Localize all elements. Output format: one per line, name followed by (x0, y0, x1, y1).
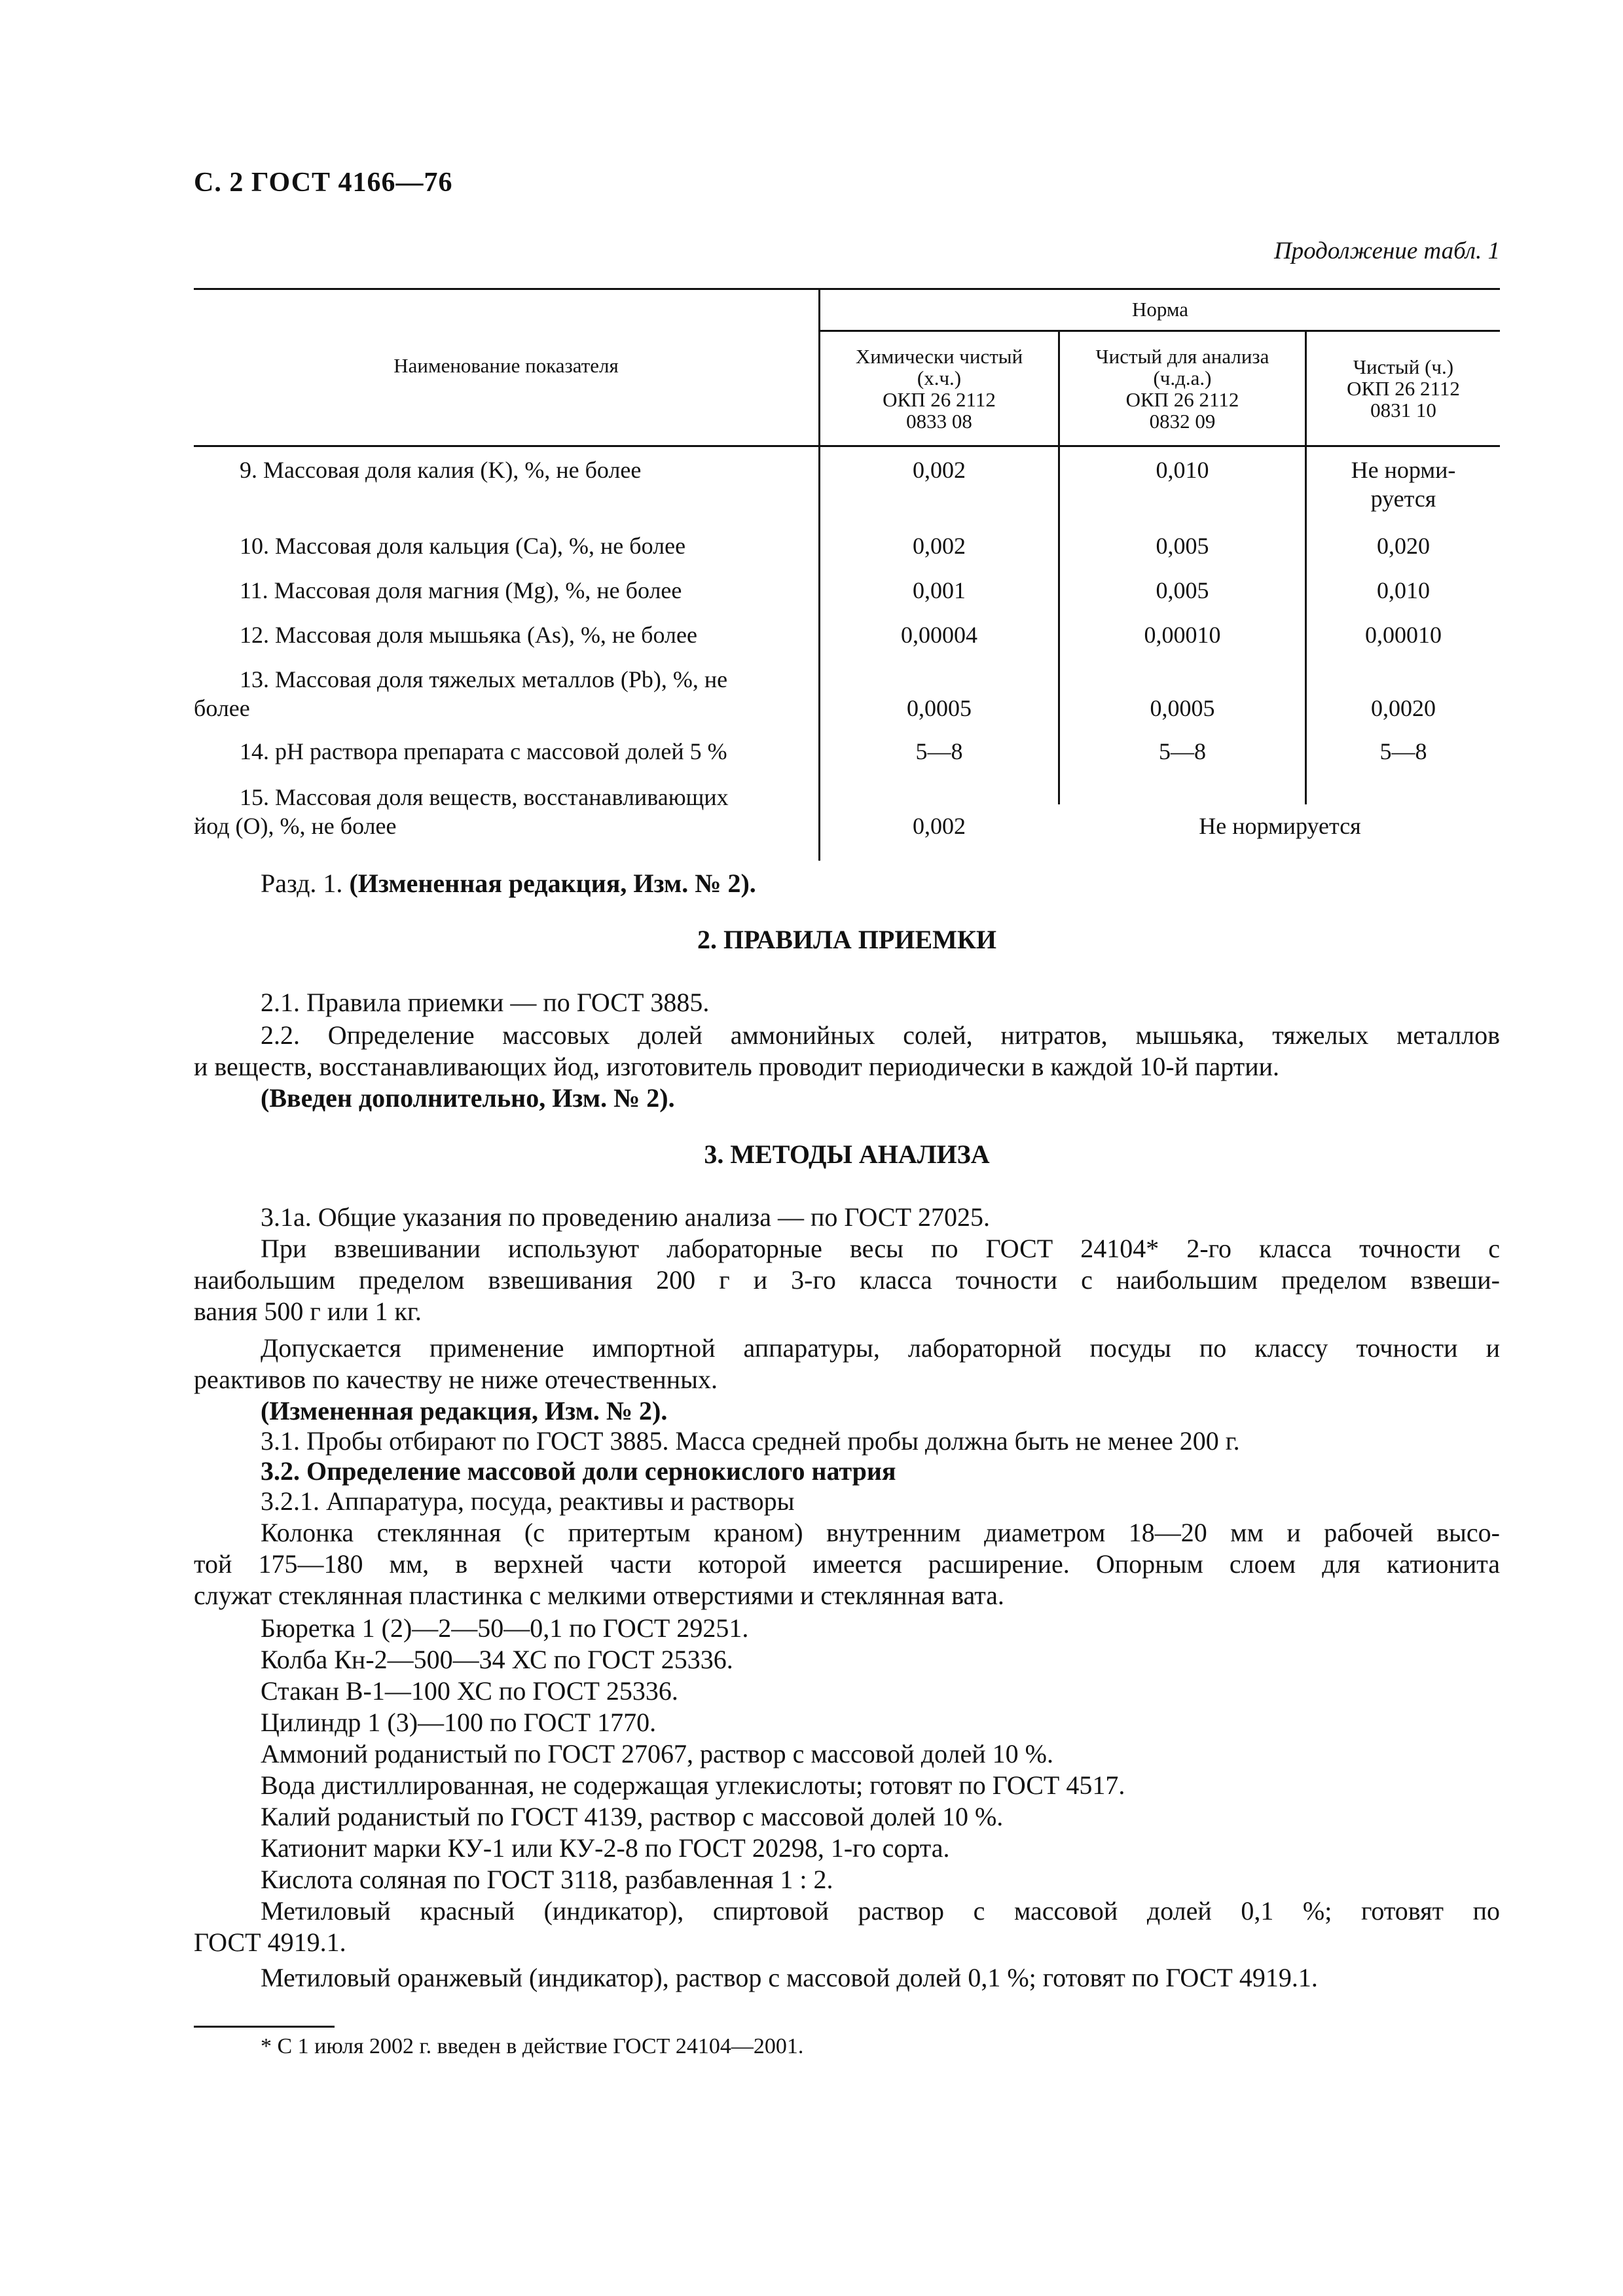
table-cell: 0,005 (1156, 533, 1209, 559)
table-row-name: 9. Массовая доля калия (K), %, не более (240, 457, 642, 483)
paragraph: При взвешивании используют лабораторные весы по ГОСТ 24104* 2-го класса точности с (261, 1234, 1500, 1263)
razd-note: Разд. 1. (Измененная редакция, Изм. № 2). (261, 869, 756, 898)
section-2-title: 2. ПРАВИЛА ПРИЕМКИ (697, 925, 996, 954)
table-cell: 0,002 (913, 533, 966, 559)
list-item: Калий роданистый по ГОСТ 4139, раствор с массовой долей 10 %. (261, 1802, 1004, 1831)
table-cell: 5—8 (915, 738, 963, 764)
paragraph: 3.1. Пробы отбирают по ГОСТ 3885. Масса средней пробы должна быть не менее 200 г. (261, 1426, 1240, 1456)
norma-group-rule (820, 330, 1500, 332)
list-item: Метиловый оранжевый (индикатор), раствор с массовой долей 0,1 %; готовят по ГОСТ 4919.1. (261, 1963, 1318, 1992)
amendment-note: (Введен дополнительно, Изм. № 2). (261, 1083, 675, 1113)
table-cell: 0,0005 (907, 695, 972, 721)
table-cell: 0,002 (913, 813, 966, 839)
header-norma: Норма (1131, 298, 1189, 321)
table-cell: 5—8 (1379, 738, 1427, 764)
footnote: * С 1 июля 2002 г. введен в действие ГОСТ 24104—2001. (261, 2034, 804, 2058)
table-cell: 0,001 (913, 577, 966, 603)
paragraph: той 175—180 мм, в верхней части которой имеется расширение. Опорным слоем для катионита (194, 1549, 1500, 1579)
header-grade-chem-pure: Химически чистый (х.ч.) ОКП 26 2112 0833 08 (855, 345, 1023, 433)
list-item-cont: ГОСТ 4919.1. (194, 1928, 346, 1957)
paragraph: Колонка стеклянная (с притертым краном) внутренним диаметром 18—20 мм и рабочей высо- (261, 1518, 1500, 1547)
table-row-name-cont: более (194, 695, 250, 721)
table-cell-merged: Не нормируется (1199, 813, 1361, 839)
list-item: Стакан В-1—100 ХС по ГОСТ 25336. (261, 1676, 678, 1706)
list-item: Катионит марки КУ-1 или КУ-2-8 по ГОСТ 20298, 1-го сорта. (261, 1833, 950, 1863)
table-cell: 0,00010 (1365, 622, 1442, 648)
table-cell: 0,005 (1156, 577, 1209, 603)
header-grade-pure: Чистый (ч.) ОКП 26 2112 0831 10 (1347, 355, 1460, 422)
table-cell: 5—8 (1159, 738, 1206, 764)
amendment-note: (Измененная редакция, Изм. № 2). (261, 1396, 668, 1426)
paragraph: наибольшим пределом взвешивания 200 г и 3-го класса точности с наибольшим пределом взвеши- (194, 1265, 1500, 1295)
paragraph: 3.1а. Общие указания по проведению анализа — по ГОСТ 27025. (261, 1202, 991, 1232)
table-row-name: 13. Массовая доля тяжелых металлов (Pb), %, не (240, 666, 728, 692)
table-row-name: 11. Массовая доля магния (Mg), %, не более (240, 577, 682, 603)
table-top-rule (194, 288, 1500, 290)
list-item: Аммоний роданистый по ГОСТ 27067, раствор с массовой долей 10 %. (261, 1739, 1053, 1768)
list-item: Бюретка 1 (2)—2—50—0,1 по ГОСТ 29251. (261, 1613, 749, 1643)
header-indicator-name: Наименование показателя (393, 354, 619, 377)
table-row-name: 10. Массовая доля кальция (Ca), %, не более (240, 533, 686, 559)
paragraph: и веществ, восстанавливающих йод, изготовитель проводит периодически в каждой 10-й партии. (194, 1052, 1280, 1081)
header-bottom-rule (194, 445, 1500, 447)
table-cell: 0,0020 (1371, 695, 1436, 721)
section-3-title: 3. МЕТОДЫ АНАЛИЗА (704, 1139, 990, 1169)
paragraph: 2.1. Правила приемки — по ГОСТ 3885. (261, 988, 710, 1017)
footnote-rule (194, 2026, 335, 2028)
table-cell: Не норми- руется (1351, 457, 1456, 512)
paragraph: вания 500 г или 1 кг. (194, 1297, 422, 1326)
table-row-name: 15. Массовая доля веществ, восстанавливающих (240, 784, 729, 810)
table-row-name: 12. Массовая доля мышьяка (As), %, не более (240, 622, 697, 648)
table-cell: 0,0005 (1150, 695, 1215, 721)
list-item: Колба Кн-2—500—34 ХС по ГОСТ 25336. (261, 1645, 733, 1674)
table-row-name-cont: йод (O), %, не более (194, 813, 397, 839)
norms-table (194, 288, 1500, 861)
table-continuation-label: Продолжение табл. 1 (1273, 238, 1500, 264)
table-row-name: 14. pH раствора препарата с массовой долей 5 % (240, 738, 727, 764)
paragraph: служат стеклянная пластинка с мелкими отверстиями и стеклянная вата. (194, 1581, 1004, 1610)
header-grade-analysis-pure: Чистый для анализа (ч.д.а.) ОКП 26 2112 0832 09 (1095, 345, 1269, 433)
paragraph: 2.2. Определение массовых долей аммонийных солей, нитратов, мышьяка, тяжелых металлов (261, 1020, 1500, 1050)
list-item: Кислота соляная по ГОСТ 3118, разбавленная 1 : 2. (261, 1865, 833, 1894)
paragraph: реактивов по качеству не ниже отечественных. (194, 1365, 718, 1394)
table-cell: 0,00004 (901, 622, 977, 648)
table-cell: 0,010 (1377, 577, 1430, 603)
table-cell: 0,010 (1156, 457, 1209, 483)
page-header: С. 2 ГОСТ 4166—76 (194, 168, 453, 198)
table-cell: 0,020 (1377, 533, 1430, 559)
table-cell: 0,00010 (1144, 622, 1221, 648)
list-item: Вода дистиллированная, не содержащая углекислоты; готовят по ГОСТ 4517. (261, 1770, 1125, 1800)
paragraph: Допускается применение импортной аппаратуры, лабораторной посуды по классу точности и (261, 1333, 1500, 1363)
list-item: Цилиндр 1 (3)—100 по ГОСТ 1770. (261, 1708, 657, 1737)
subsection-title: 3.2. Определение массовой доли сернокислого натрия (261, 1456, 896, 1486)
paragraph: 3.2.1. Аппаратура, посуда, реактивы и растворы (261, 1486, 795, 1516)
table-cell: 0,002 (913, 457, 966, 483)
list-item: Метиловый красный (индикатор), спиртовой раствор с массовой долей 0,1 %; готовят по (261, 1896, 1500, 1926)
